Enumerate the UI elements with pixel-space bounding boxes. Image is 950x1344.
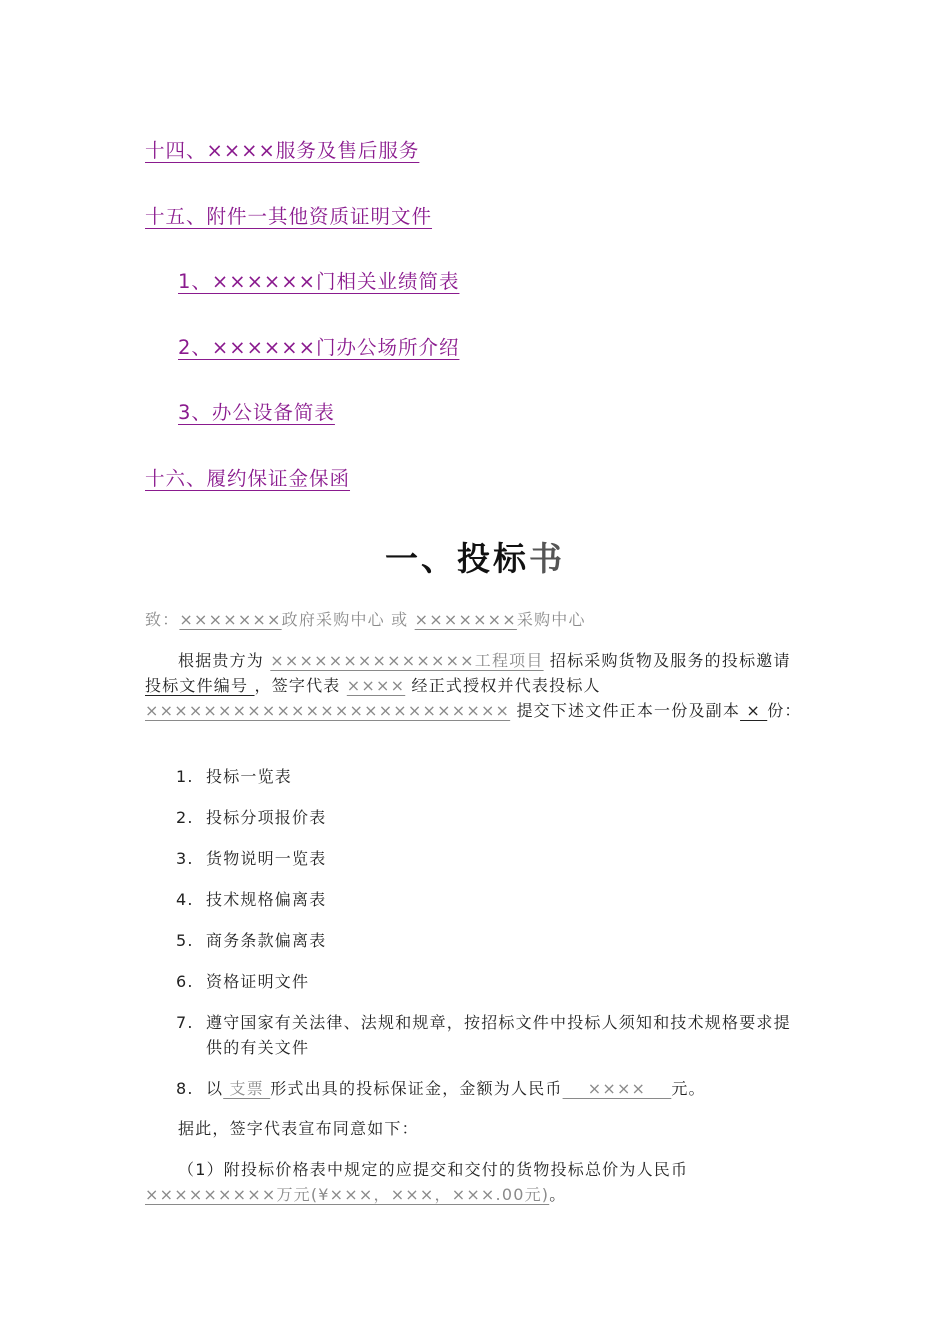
clause1-text-b: 。 [549,1185,567,1204]
guarantee-form: 支票 [223,1079,271,1098]
list-item-text: 商务条款偏离表 [206,931,327,950]
list-item-number: 2. [176,808,194,827]
list-item-number: 5. [176,931,194,950]
title-last-char: 书 [529,539,565,578]
toc-item-office-intro[interactable]: 2、××××××门办公场所介绍 [178,335,460,359]
item8-text-c: 元。 [671,1079,706,1098]
bid-document-number: 投标文件编号 [145,676,255,695]
intro-paragraph [145,648,805,723]
p1-text-f: 份： [767,701,802,720]
addressee-suffix: 采购中心 [516,610,586,629]
title-main: 一、投标 [385,539,529,578]
list-item-number: 4. [176,890,194,909]
document-list [176,764,806,1117]
list-item-text: 货物说明一览表 [206,849,327,868]
addressee-name-1: ××××××× [179,610,282,629]
toc-item-attachment[interactable]: 十五、附件一其他资质证明文件 [145,204,433,228]
toc-item-service[interactable]: 十四、××××服务及售后服务 [145,139,420,162]
list-item-number: 7. [176,1013,194,1032]
table-of-contents [145,136,459,529]
list-item [176,846,806,887]
addressee-name-2: ××××××× [414,610,517,629]
clause1-text-a: （1）附投标价格表中规定的应提交和交付的货物投标总价为人民币 [178,1160,689,1179]
p1-text-c: ，签字代表 [254,676,347,695]
signing-representative: ×××× [346,676,406,695]
list-item-text: 技术规格偏离表 [206,890,327,909]
declaration-text: 据此，签字代表宣布同意如下： [178,1119,419,1138]
list-item [176,764,806,805]
page-title [0,533,950,580]
list-item-number: 6. [176,972,194,991]
p1-text-d: 经正式授权并代表投标人 [405,676,601,695]
total-bid-price: ×××××××××万元(¥×××，×××，×××.00元) [145,1185,550,1204]
p1-text-e: 提交下述文件正本一份及副本 [510,701,741,720]
list-item-number: 3. [176,849,194,868]
addressee-line [145,607,805,632]
list-item [176,969,806,1010]
bidder-name: ××××××××××××××××××××××××× [145,701,511,720]
list-item [176,928,806,969]
list-item-text: 遵守国家有关法律、法规和规章，按招标文件中投标人须知和技术规格要求提供的有关文件 [206,1013,791,1057]
clause-1 [145,1157,805,1207]
p1-text-b: 招标采购货物及服务的投标邀请 [543,651,791,670]
toc-item-performance-table[interactable]: 1、××××××门相关业绩简表 [178,270,460,293]
project-name: ××××××××××××××工程项目 [270,651,544,670]
list-item-number: 8. [176,1079,194,1098]
list-item-number: 1. [176,767,194,786]
p1-text-a: 根据贵方为 [178,651,271,670]
toc-item-equipment-table[interactable]: 3、办公设备简表 [178,401,335,424]
list-item-guarantee [176,1076,806,1117]
list-item-text: 投标一览表 [206,767,293,786]
toc-item-guarantee[interactable]: 十六、履约保证金保函 [145,466,351,490]
list-item [176,887,806,928]
list-item [176,805,806,846]
list-item [176,1010,806,1076]
list-item-text: 投标分项报价表 [206,808,327,827]
item8-text-a: 以 [206,1079,224,1098]
guarantee-amount: ×××× [562,1079,672,1098]
item8-text-b: 形式出具的投标保证金，金额为人民币 [270,1079,563,1098]
list-item-text: 资格证明文件 [206,972,310,991]
to-prefix: 致： [145,610,180,629]
copy-count: × [740,701,768,720]
addressee-mid: 政府采购中心 或 [281,610,415,629]
declaration-line [145,1116,805,1141]
